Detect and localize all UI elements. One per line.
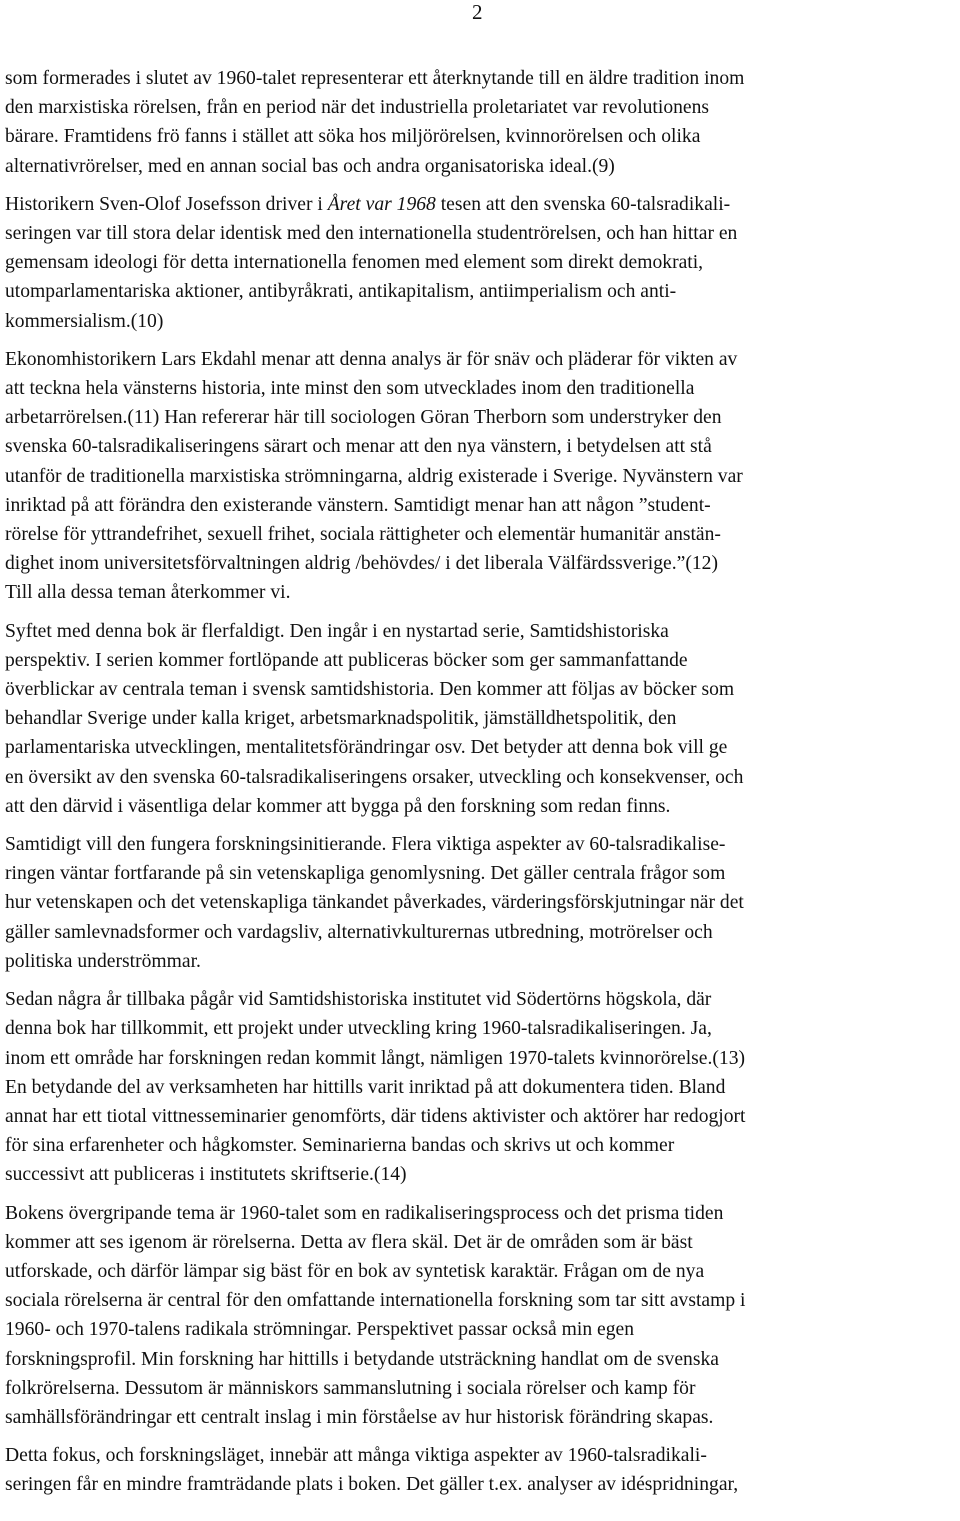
text-line bbox=[5, 1286, 960, 1315]
paragraph bbox=[5, 830, 960, 976]
text-line bbox=[5, 520, 960, 549]
book-title: Året var 1968 bbox=[327, 193, 436, 215]
text-segment: annat har ett tiotal vittnesseminarier genomförts, där tidens aktivister och aktörer har redogjort bbox=[5, 1105, 746, 1127]
text-segment: dighet inom universitetsförvaltningen aldrig /behövdes/ i det liberala Välfärdssverige.”(12) bbox=[5, 553, 718, 575]
text-line bbox=[5, 1441, 960, 1470]
text-line bbox=[5, 549, 960, 578]
text-line bbox=[5, 947, 960, 976]
text-segment: att teckna hela vänsterns historia, inte minst den som utvecklades inom den traditionella bbox=[5, 378, 695, 400]
text-segment: Sedan några år tillbaka pågår vid Samtidshistoriska institutet vid Södertörns högskola, där bbox=[5, 989, 712, 1011]
text-line bbox=[5, 617, 960, 646]
text-line bbox=[5, 1160, 960, 1189]
text-line bbox=[5, 248, 960, 277]
text-segment: Samtidigt vill den fungera forskningsinitierande. Flera viktiga aspekter av 60-talsradikalise- bbox=[5, 834, 726, 856]
text-line bbox=[5, 763, 960, 792]
text-line bbox=[5, 1014, 960, 1043]
text-line bbox=[5, 307, 960, 336]
text-segment: arbetarrörelsen.(11) Han refererar här till sociologen Göran Therborn som understryker den bbox=[5, 407, 722, 429]
text-segment: behandlar Sverige under kalla kriget, arbetsmarknadspolitik, jämställdhetspolitik, den bbox=[5, 708, 677, 730]
text-segment: rörelse för yttrandefrihet, sexuell frihet, sociala rättigheter och elementär humanitär anstän- bbox=[5, 524, 721, 546]
text-line bbox=[5, 578, 960, 607]
text-segment: Historikern Sven-Olof Josefsson driver i bbox=[5, 193, 328, 215]
text-segment: gemensam ideologi för detta internationella fenomen med element som direkt demokrati, bbox=[5, 252, 704, 274]
paragraph bbox=[5, 64, 960, 181]
text-line bbox=[5, 122, 960, 151]
text-segment: att den därvid i väsentliga delar kommer att bygga på den forskning som redan finns. bbox=[5, 795, 671, 817]
text-line bbox=[5, 64, 960, 93]
text-line bbox=[5, 985, 960, 1014]
text-line bbox=[5, 888, 960, 917]
text-segment: kommer att ses igenom är rörelserna. Detta av flera skäl. Det är de områden som är bäst bbox=[5, 1231, 693, 1253]
text-line bbox=[5, 1345, 960, 1374]
text-line bbox=[5, 345, 960, 374]
text-line bbox=[5, 675, 960, 704]
text-segment: forskningsprofil. Min forskning har hittills i betydande utsträckning handlat om de svenska bbox=[5, 1348, 719, 1370]
text-line bbox=[5, 733, 960, 762]
text-segment: för sina erfarenheter och hågkomster. Seminarierna bandas och skrivs ut och kommer bbox=[5, 1135, 675, 1157]
text-segment: den marxistiska rörelsen, från en period när det industriella proletariatet var revolutionens bbox=[5, 97, 710, 119]
text-segment: inom ett område har forskningen redan kommit långt, nämligen 1970-talets kvinnorörelse.(13) bbox=[5, 1047, 746, 1069]
text-segment: denna bok har tillkommit, ett projekt under utveckling kring 1960-talsradikaliseringen. Ja, bbox=[5, 1018, 712, 1040]
text-line bbox=[5, 1044, 960, 1073]
text-segment: utforskade, och därför lämpar sig bäst för en bok av syntetisk karaktär. Frågan om de nya bbox=[5, 1260, 705, 1282]
text-line bbox=[5, 918, 960, 947]
paragraph bbox=[5, 190, 960, 336]
body-text bbox=[5, 64, 960, 1509]
text-segment: En betydande del av verksamheten har hittills varit inriktad på att dokumentera tiden. Bland bbox=[5, 1076, 726, 1098]
text-line bbox=[5, 403, 960, 432]
text-segment: inriktad på att förändra den existerande vänstern. Samtidigt menar han att någon ”student- bbox=[5, 494, 711, 516]
text-line bbox=[5, 374, 960, 403]
text-line bbox=[5, 1228, 960, 1257]
text-segment: svenska 60-talsradikaliseringens särart och menar att den nya vänstern, i betydelsen att stå bbox=[5, 436, 712, 458]
paragraph bbox=[5, 345, 960, 608]
text-segment: kommersialism.(10) bbox=[5, 310, 164, 332]
text-line bbox=[5, 1199, 960, 1228]
text-segment: seringen får en mindre framträdande plats i boken. Det gäller t.ex. analyser av idéspridningar, bbox=[5, 1474, 739, 1496]
text-line bbox=[5, 704, 960, 733]
text-segment: samhällsförändringar ett centralt inslag i min förståelse av hur historisk förändring skapas. bbox=[5, 1406, 714, 1428]
text-line bbox=[5, 462, 960, 491]
text-segment: ringen väntar fortfarande på sin vetenskapliga genomlysning. Det gäller centrala frågor som bbox=[5, 863, 726, 885]
text-segment: successivt att publiceras i institutets skriftserie.(14) bbox=[5, 1164, 407, 1186]
text-line bbox=[5, 1131, 960, 1160]
text-line bbox=[5, 432, 960, 461]
text-segment: utanför de traditionella marxistiska strömningarna, aldrig existerade i Sverige. Nyvänstern var bbox=[5, 465, 743, 487]
text-line bbox=[5, 1102, 960, 1131]
text-line bbox=[5, 219, 960, 248]
text-segment: Ekonomhistorikern Lars Ekdahl menar att denna analys är för snäv och pläderar för vikten av bbox=[5, 348, 738, 370]
text-line bbox=[5, 152, 960, 181]
text-segment: gäller samlevnadsformer och vardagsliv, alternativkulturernas utbredning, motrörelser och bbox=[5, 921, 713, 943]
text-segment: en översikt av den svenska 60-talsradikaliseringens orsaker, utveckling och konsekvenser, och bbox=[5, 766, 744, 788]
text-segment: sociala rörelserna är central för den omfattande internationella forskning som tar sitt avstamp i bbox=[5, 1290, 746, 1312]
text-line bbox=[5, 646, 960, 675]
text-segment: hur vetenskapen och det vetenskapliga tänkandet påverkades, värderingsförskjutningar när det bbox=[5, 892, 744, 914]
text-segment: tesen att den svenska 60-talsradikali- bbox=[435, 193, 731, 215]
text-line bbox=[5, 1073, 960, 1102]
text-segment: folkrörelserna. Dessutom är människors sammanslutning i sociala rörelser och kamp för bbox=[5, 1377, 696, 1399]
text-line bbox=[5, 277, 960, 306]
text-line bbox=[5, 190, 960, 219]
page-number: 2 bbox=[472, 0, 483, 24]
paragraph bbox=[5, 985, 960, 1189]
text-segment: Till alla dessa teman återkommer vi. bbox=[5, 582, 291, 604]
text-segment: politiska underströmmar. bbox=[5, 950, 201, 972]
text-segment: perspektiv. I serien kommer fortlöpande att publiceras böcker som ger sammanfattande bbox=[5, 649, 688, 671]
text-line bbox=[5, 830, 960, 859]
paragraph bbox=[5, 1441, 960, 1499]
text-segment: parlamentariska utvecklingen, mentalitetsförändringar osv. Det betyder att denna bok vill ge bbox=[5, 737, 728, 759]
text-segment: bärare. Framtidens frö fanns i stället att söka hos miljörörelsen, kvinnorörelsen och olika bbox=[5, 126, 701, 148]
text-line bbox=[5, 859, 960, 888]
text-segment: Detta fokus, och forskningsläget, innebär att många viktiga aspekter av 1960-talsradikali- bbox=[5, 1445, 707, 1467]
text-line bbox=[5, 491, 960, 520]
paragraph bbox=[5, 1199, 960, 1433]
text-line bbox=[5, 792, 960, 821]
text-line bbox=[5, 93, 960, 122]
text-segment: överblickar av centrala teman i svensk samtidshistoria. Den kommer att följas av böcker som bbox=[5, 679, 735, 701]
text-line bbox=[5, 1403, 960, 1432]
text-segment: 1960- och 1970-talens radikala strömningar. Perspektivet passar också min egen bbox=[5, 1319, 635, 1341]
text-segment: som formerades i slutet av 1960-talet representerar ett återknytande till en äldre tradition inom bbox=[5, 68, 745, 89]
text-line bbox=[5, 1257, 960, 1286]
text-segment: utomparlamentariska aktioner, antibyråkrati, antikapitalism, antiimperialism och anti- bbox=[5, 281, 677, 303]
text-segment: seringen var till stora delar identisk med den internationella studentrörelsen, och han hittar en bbox=[5, 223, 738, 245]
text-line bbox=[5, 1315, 960, 1344]
text-line bbox=[5, 1470, 960, 1499]
text-segment: alternativrörelser, med en annan social bas och andra organisatoriska ideal.(9) bbox=[5, 155, 615, 177]
text-segment: Syftet med denna bok är flerfaldigt. Den ingår i en nystartad serie, Samtidshistoriska bbox=[5, 620, 669, 642]
text-segment: Bokens övergripande tema är 1960-talet som en radikaliseringsprocess och det prisma tiden bbox=[5, 1202, 724, 1224]
text-line bbox=[5, 1374, 960, 1403]
paragraph bbox=[5, 617, 960, 821]
